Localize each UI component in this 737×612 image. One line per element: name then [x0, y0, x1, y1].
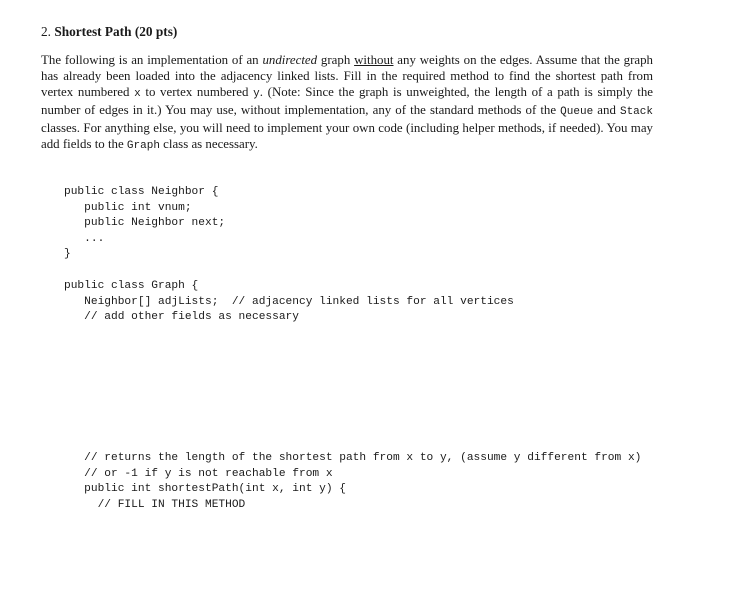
shortest-path-method-code: // returns the length of the shortest path from x to y, (assume y different from x) // or -1 if y is not reachable from x public int shortestPath(int x, int y) { // FILL IN THIS METHOD — [84, 452, 642, 511]
description-text: class as necessary. — [159, 137, 258, 151]
problem-heading — [41, 24, 177, 40]
inline-code-x: x — [134, 88, 141, 100]
inline-code-queue: Queue — [560, 106, 594, 118]
problem-number: 2. — [41, 24, 51, 39]
description-text: . (Note: Since the graph is unweighted, the length of a path is simply the number of edges in it.) You may use, without implementation, any of the standard methods of the — [41, 85, 654, 117]
description-text: and — [593, 103, 620, 117]
description-emphasis: undirected — [262, 53, 318, 67]
inline-code-y: y — [253, 88, 260, 100]
inline-code-stack: Stack — [619, 106, 653, 118]
description-text: any weights on the edges. Assume that the graph has already been loaded into the adjacency linked lists. Fill in the required method to find the shortest path from vertex numbered — [41, 53, 653, 99]
description-text: classes. For anything else, you will need to implement your own code (including helper methods, if needed). You may add fields to the — [41, 121, 653, 151]
description-text: The following is an implementation of an — [41, 53, 263, 67]
problem-description — [41, 52, 653, 154]
problem-title: Shortest Path (20 pts) — [54, 24, 178, 39]
graph-class-code: public class Graph { Neighbor[] adjLists; // adjacency linked lists for all vertices // add other fields as necessary — [64, 280, 514, 323]
inline-code-graph: Graph — [126, 140, 160, 152]
neighbor-class-code: public class Neighbor { public int vnum; public Neighbor next; ... } — [64, 186, 226, 260]
description-text: graph — [317, 53, 355, 67]
description-underline: without — [354, 53, 394, 67]
description-text: to vertex numbered — [140, 85, 254, 99]
